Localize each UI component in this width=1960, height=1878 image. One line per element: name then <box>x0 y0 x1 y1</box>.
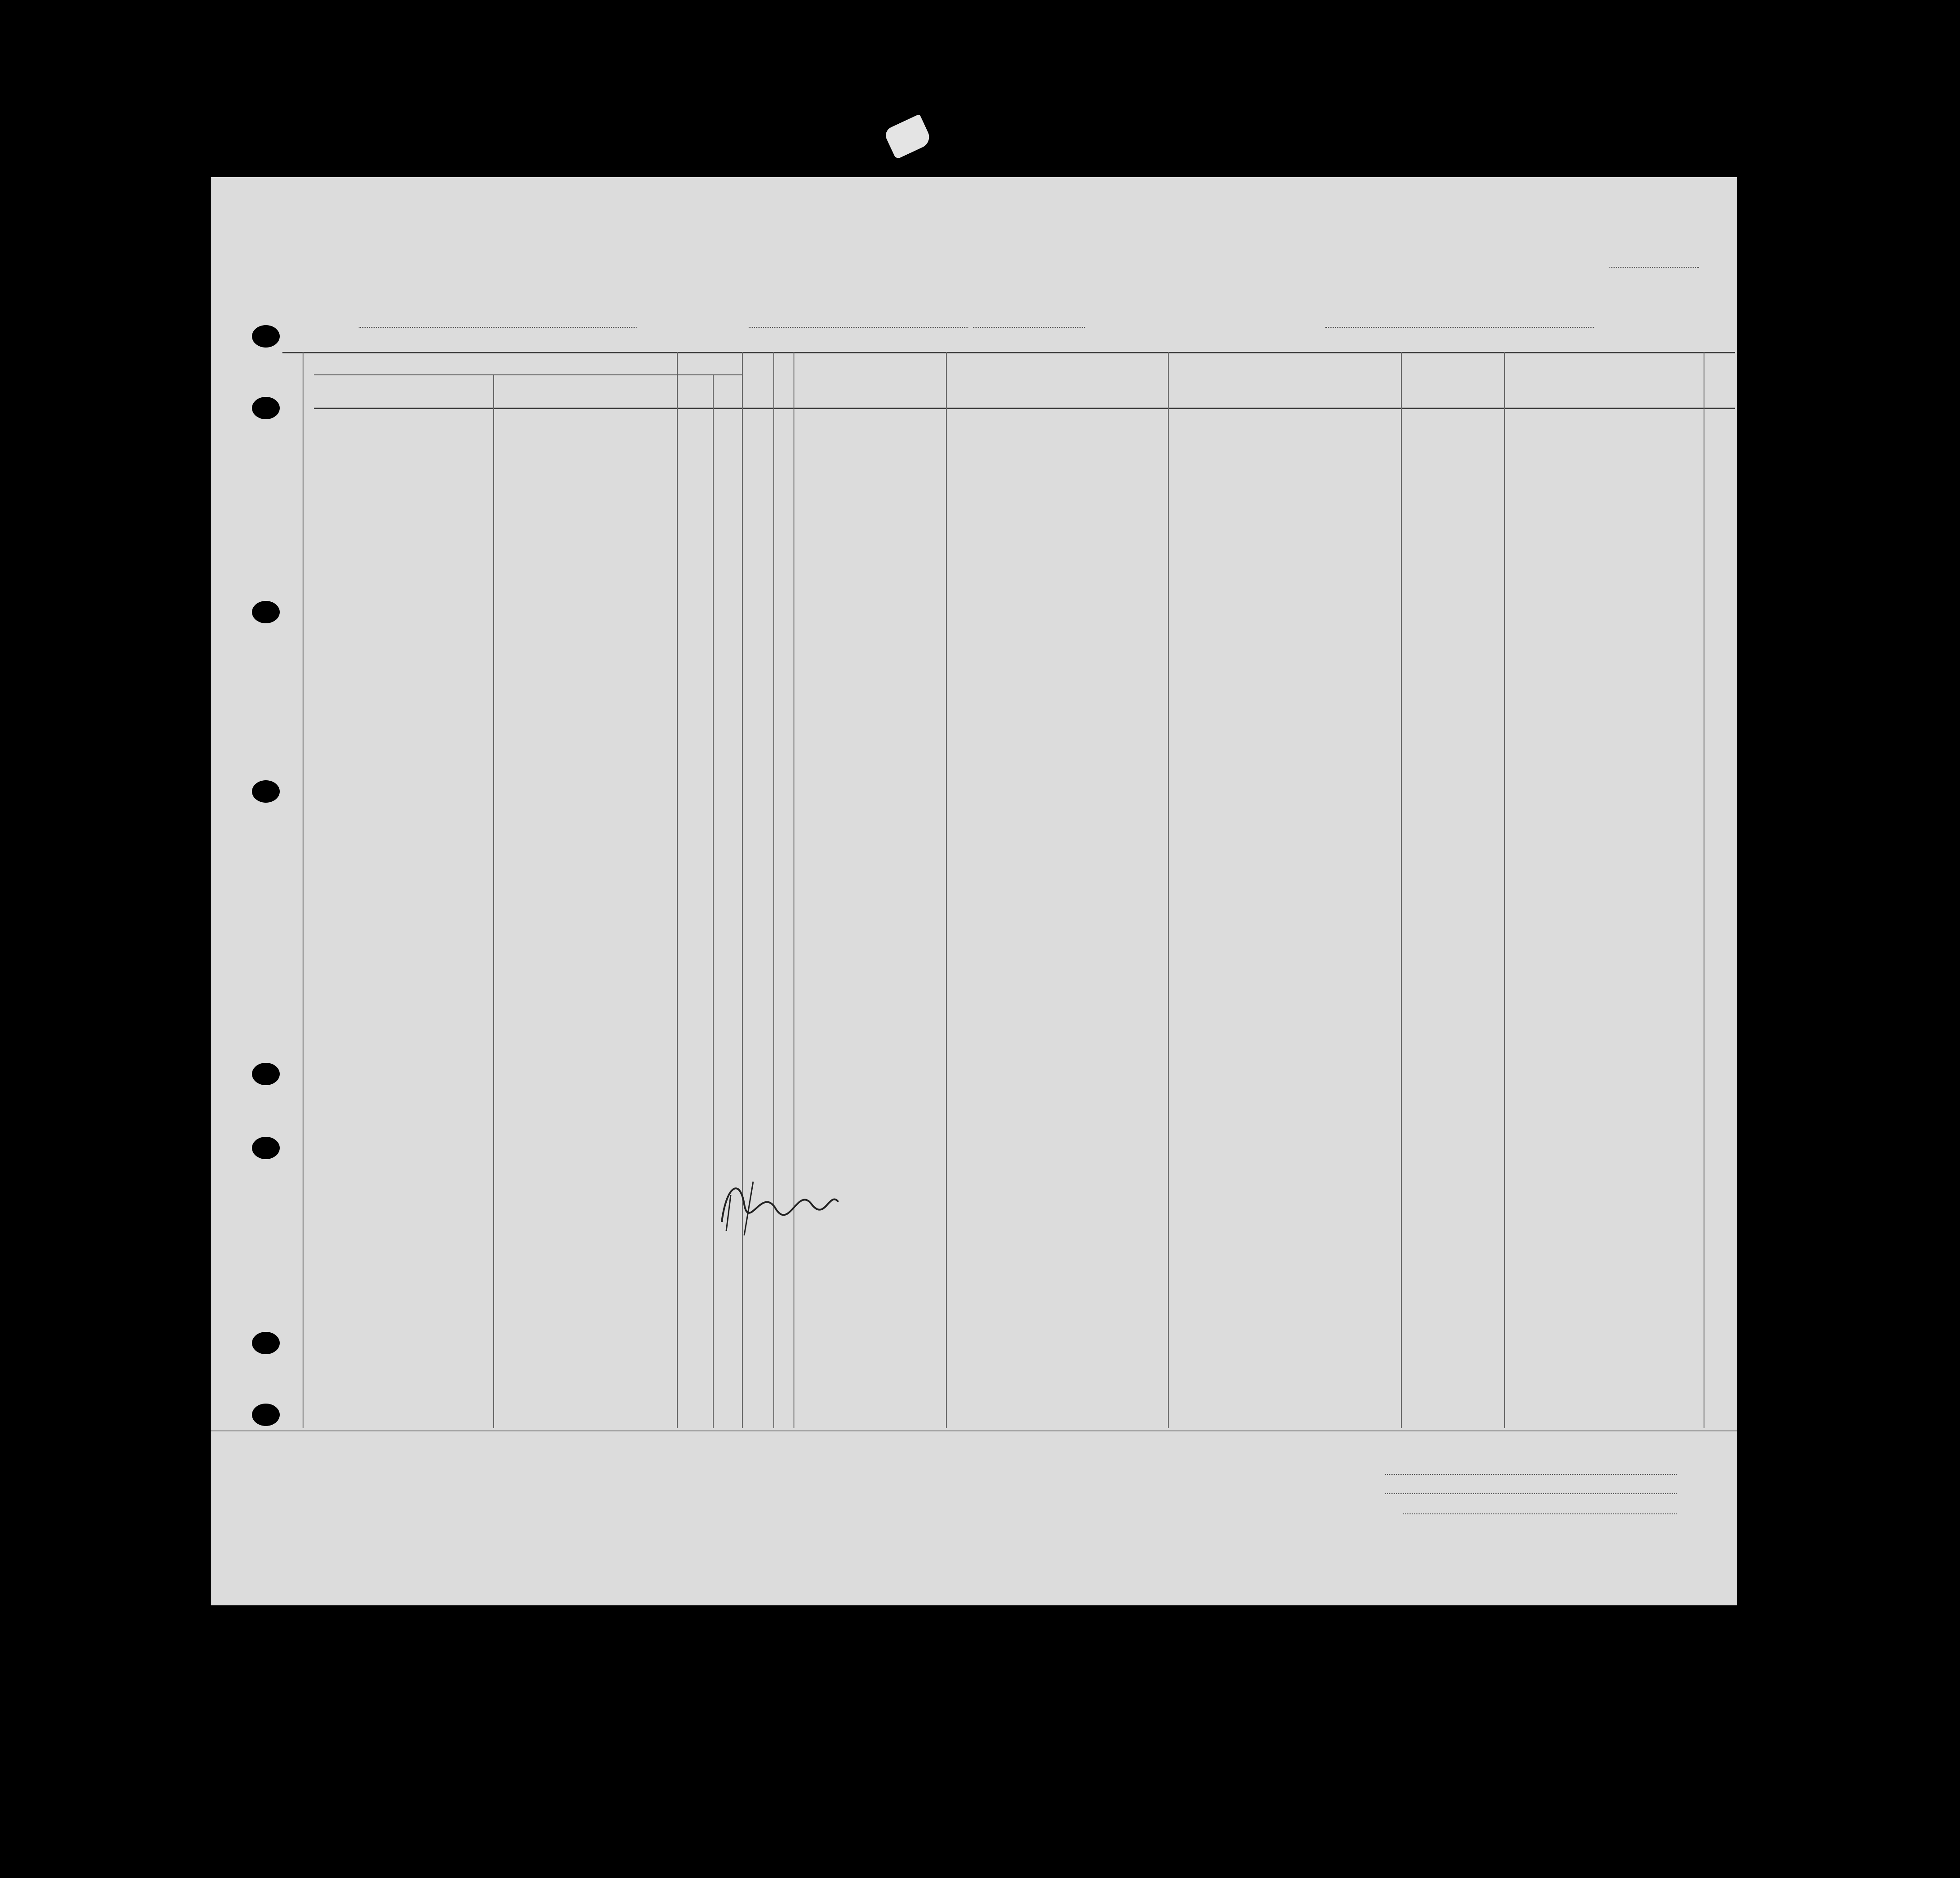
punch-hole <box>252 1137 280 1159</box>
handwritten-signature <box>713 1159 919 1240</box>
manifest-sheet <box>211 177 1737 1605</box>
line-field <box>1385 1461 1677 1475</box>
sailing-field <box>749 311 968 328</box>
passenger-rows <box>211 409 1735 1391</box>
sailing-date-field <box>973 311 1085 328</box>
punch-hole <box>252 397 280 419</box>
agents-field <box>1403 1500 1677 1514</box>
header-bottom-rule <box>314 408 1735 409</box>
punch-hole <box>252 325 280 348</box>
name-header-rule <box>314 374 742 375</box>
footer-rule <box>211 1430 1737 1431</box>
punch-hole <box>252 1404 280 1426</box>
punch-hole <box>252 1332 280 1354</box>
paper-scrap <box>883 114 932 159</box>
ship-field <box>359 311 637 328</box>
punch-hole <box>252 1063 280 1085</box>
number-field <box>1609 249 1699 268</box>
punch-hole <box>252 780 280 803</box>
arriving-field <box>1325 311 1594 328</box>
punch-hole <box>252 601 280 623</box>
owners-field <box>1385 1480 1677 1494</box>
